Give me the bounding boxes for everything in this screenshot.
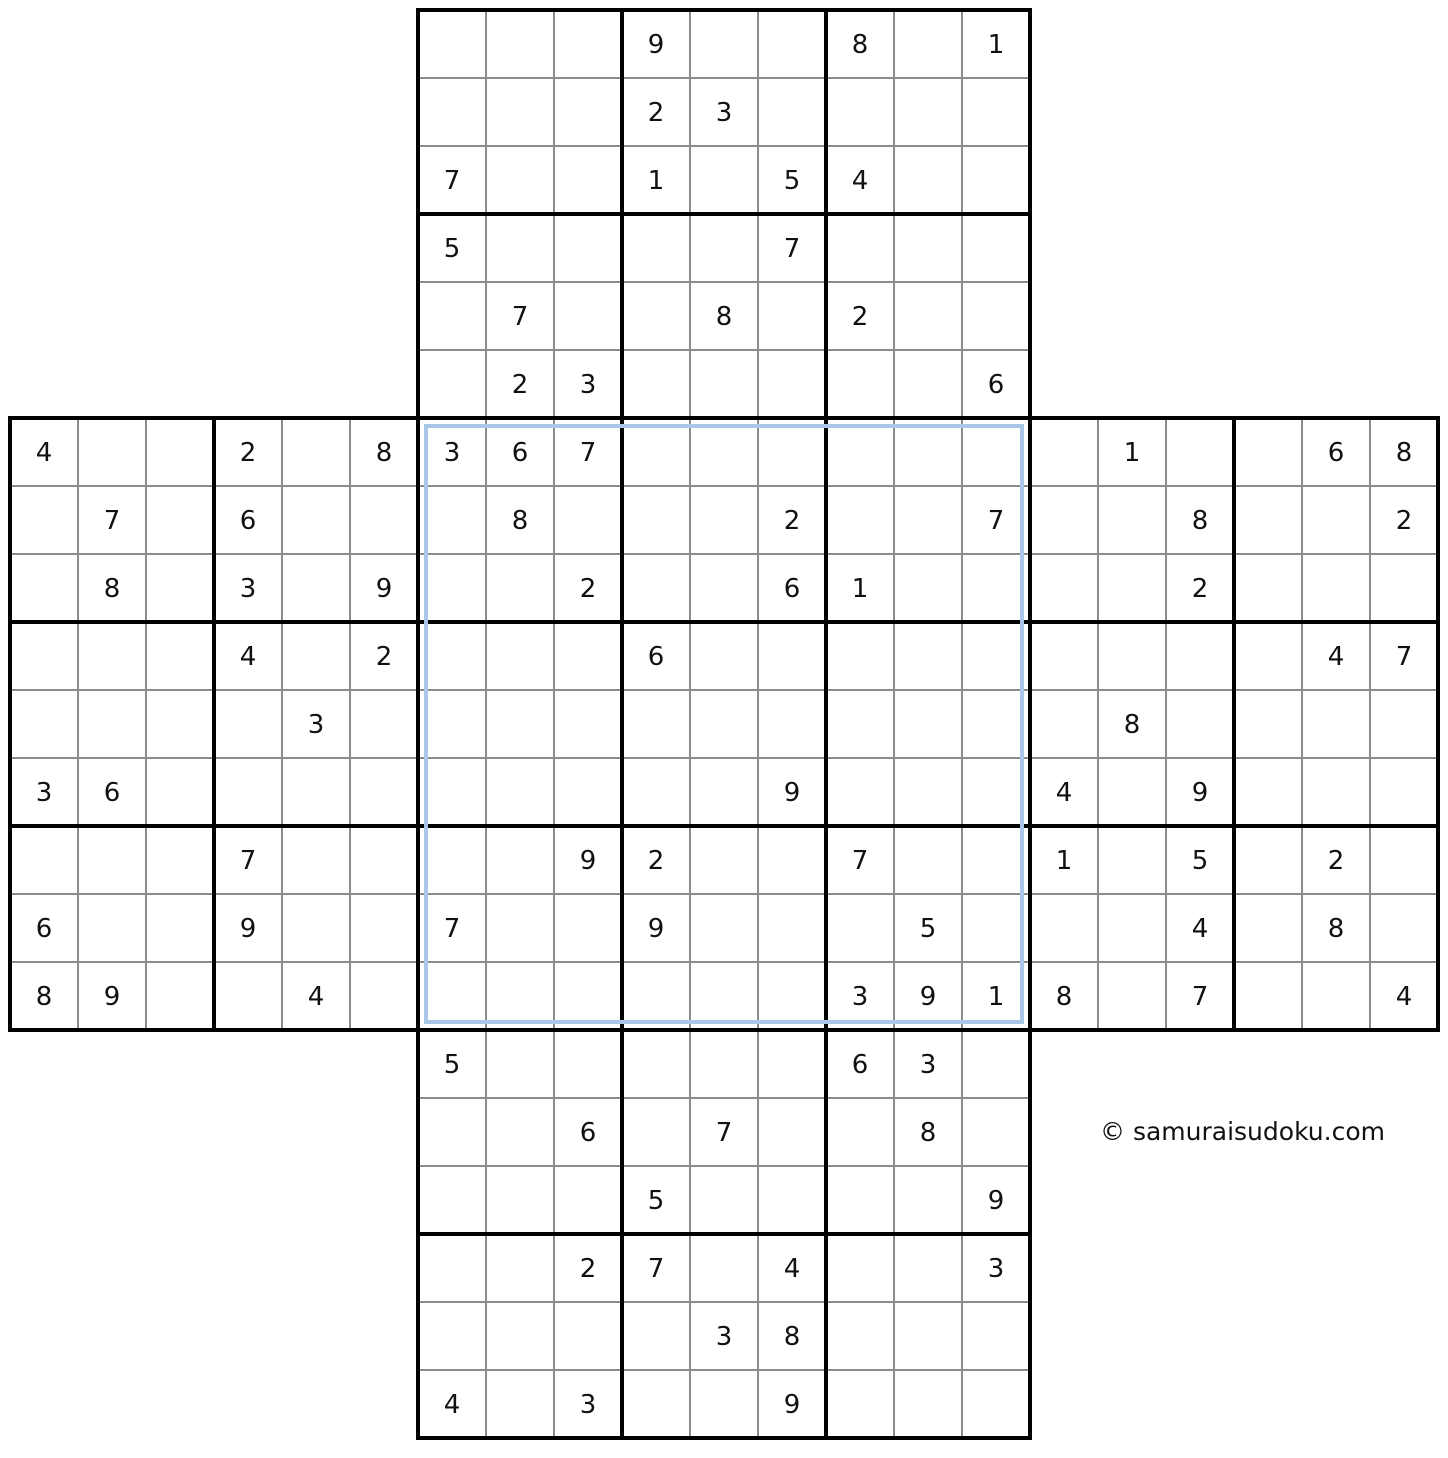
cell[interactable] <box>622 962 690 1030</box>
cell[interactable] <box>10 486 78 554</box>
given-digit: 9 <box>1191 778 1209 808</box>
cell[interactable] <box>214 758 282 826</box>
cell[interactable] <box>894 146 962 214</box>
cell[interactable] <box>282 894 350 962</box>
cell[interactable] <box>282 622 350 690</box>
cell[interactable] <box>486 622 554 690</box>
given-digit: 1 <box>1123 438 1141 468</box>
cell[interactable] <box>554 282 622 350</box>
given-digit: 1 <box>987 30 1005 60</box>
cell[interactable] <box>962 1302 1030 1370</box>
cell[interactable] <box>622 1370 690 1438</box>
given-digit: 8 <box>103 574 121 604</box>
cell[interactable] <box>146 554 214 622</box>
given-digit: 3 <box>715 1322 733 1352</box>
cell[interactable] <box>1370 554 1438 622</box>
given-digit: 9 <box>987 1186 1005 1216</box>
given-digit: 5 <box>783 166 801 196</box>
cell[interactable] <box>758 10 826 78</box>
given-digit: 3 <box>579 1390 597 1420</box>
cell[interactable] <box>962 690 1030 758</box>
cell[interactable] <box>894 1234 962 1302</box>
given-digit: 7 <box>1191 982 1209 1012</box>
cell[interactable] <box>1234 622 1302 690</box>
cell[interactable] <box>894 214 962 282</box>
cell[interactable] <box>282 418 350 486</box>
cell[interactable] <box>962 1030 1030 1098</box>
cell[interactable] <box>486 894 554 962</box>
cell[interactable] <box>418 826 486 894</box>
cell[interactable] <box>690 1234 758 1302</box>
cell[interactable] <box>418 78 486 146</box>
cell[interactable] <box>554 1302 622 1370</box>
given-digit: 9 <box>239 914 257 944</box>
cell[interactable] <box>826 418 894 486</box>
cell[interactable] <box>690 214 758 282</box>
cell[interactable] <box>146 894 214 962</box>
cell[interactable] <box>146 418 214 486</box>
cell[interactable] <box>622 1302 690 1370</box>
cell[interactable] <box>622 418 690 486</box>
cell[interactable] <box>282 554 350 622</box>
cell[interactable] <box>894 1166 962 1234</box>
given-digit: 7 <box>239 846 257 876</box>
given-digit: 3 <box>919 1050 937 1080</box>
given-digit: 6 <box>783 574 801 604</box>
given-digit: 8 <box>1055 982 1073 1012</box>
given-digit: 3 <box>443 438 461 468</box>
cell[interactable] <box>962 78 1030 146</box>
cell[interactable] <box>418 758 486 826</box>
cell[interactable] <box>962 282 1030 350</box>
cell[interactable] <box>1030 622 1098 690</box>
given-digit: 6 <box>35 914 53 944</box>
given-digit: 2 <box>1191 574 1209 604</box>
cell[interactable] <box>78 622 146 690</box>
given-digit: 9 <box>375 574 393 604</box>
given-digit: 7 <box>511 302 529 332</box>
cell-layer <box>10 10 1438 1438</box>
given-digit: 4 <box>443 1390 461 1420</box>
cell[interactable] <box>826 622 894 690</box>
given-digit: 9 <box>919 982 937 1012</box>
given-digit: 7 <box>579 438 597 468</box>
cell[interactable] <box>826 350 894 418</box>
cell[interactable] <box>826 1166 894 1234</box>
cell[interactable] <box>214 690 282 758</box>
cell[interactable] <box>486 690 554 758</box>
cell[interactable] <box>1234 418 1302 486</box>
given-digit: 8 <box>1395 438 1413 468</box>
cell[interactable] <box>1098 486 1166 554</box>
given-digit: 2 <box>511 370 529 400</box>
cell[interactable] <box>690 894 758 962</box>
cell[interactable] <box>962 1370 1030 1438</box>
cell[interactable] <box>690 146 758 214</box>
cell[interactable] <box>622 1098 690 1166</box>
cell[interactable] <box>350 758 418 826</box>
given-digit: 8 <box>1327 914 1345 944</box>
cell[interactable] <box>758 1098 826 1166</box>
cell[interactable] <box>826 1098 894 1166</box>
given-digit: 2 <box>239 438 257 468</box>
given-digit: 3 <box>579 370 597 400</box>
cell[interactable] <box>1098 826 1166 894</box>
cell[interactable] <box>690 1030 758 1098</box>
given-digit: 5 <box>647 1186 665 1216</box>
cell[interactable] <box>1098 758 1166 826</box>
cell[interactable] <box>282 758 350 826</box>
cell[interactable] <box>622 350 690 418</box>
cell[interactable] <box>554 1166 622 1234</box>
cell[interactable] <box>826 1302 894 1370</box>
cell[interactable] <box>486 554 554 622</box>
cell[interactable] <box>418 1098 486 1166</box>
given-digit: 3 <box>35 778 53 808</box>
cell[interactable] <box>10 690 78 758</box>
cell[interactable] <box>1030 418 1098 486</box>
given-digit: 9 <box>647 30 665 60</box>
cell[interactable] <box>622 690 690 758</box>
cell[interactable] <box>486 1166 554 1234</box>
cell[interactable] <box>146 690 214 758</box>
cell[interactable] <box>350 826 418 894</box>
cell[interactable] <box>554 146 622 214</box>
cell[interactable] <box>826 758 894 826</box>
given-digit: 2 <box>783 506 801 536</box>
cell[interactable] <box>758 418 826 486</box>
cell[interactable] <box>554 10 622 78</box>
given-digit: 6 <box>103 778 121 808</box>
cell[interactable] <box>418 1166 486 1234</box>
cell[interactable] <box>554 78 622 146</box>
given-digit: 6 <box>511 438 529 468</box>
cell[interactable] <box>894 1370 962 1438</box>
cell[interactable] <box>418 962 486 1030</box>
given-digit: 8 <box>919 1118 937 1148</box>
cell[interactable] <box>486 1030 554 1098</box>
cell[interactable] <box>826 1370 894 1438</box>
cell[interactable] <box>554 690 622 758</box>
cell[interactable] <box>1302 962 1370 1030</box>
given-digit: 2 <box>579 1254 597 1284</box>
given-digit: 8 <box>375 438 393 468</box>
cell[interactable] <box>486 1370 554 1438</box>
cell[interactable] <box>1234 690 1302 758</box>
cell[interactable] <box>1234 962 1302 1030</box>
cell[interactable] <box>1234 486 1302 554</box>
given-digit: 2 <box>851 302 869 332</box>
cell[interactable] <box>78 826 146 894</box>
cell[interactable] <box>486 214 554 282</box>
cell[interactable] <box>1370 894 1438 962</box>
cell[interactable] <box>622 758 690 826</box>
cell[interactable] <box>690 350 758 418</box>
given-digit: 5 <box>443 234 461 264</box>
cell[interactable] <box>554 894 622 962</box>
given-digit: 7 <box>103 506 121 536</box>
given-digit: 8 <box>1123 710 1141 740</box>
cell[interactable] <box>826 894 894 962</box>
cell[interactable] <box>962 418 1030 486</box>
cell[interactable] <box>418 282 486 350</box>
given-digit: 7 <box>443 914 461 944</box>
cell[interactable] <box>690 622 758 690</box>
cell[interactable] <box>418 554 486 622</box>
given-digit: 9 <box>647 914 665 944</box>
cell[interactable] <box>962 758 1030 826</box>
cell[interactable] <box>418 622 486 690</box>
given-digit: 6 <box>1327 438 1345 468</box>
given-digit: 3 <box>851 982 869 1012</box>
cell[interactable] <box>758 962 826 1030</box>
cell[interactable] <box>418 10 486 78</box>
given-digit: 7 <box>783 234 801 264</box>
cell[interactable] <box>146 758 214 826</box>
cell[interactable] <box>78 418 146 486</box>
cell[interactable] <box>146 486 214 554</box>
given-digit: 3 <box>307 710 325 740</box>
cell[interactable] <box>146 962 214 1030</box>
given-digit: 4 <box>239 642 257 672</box>
given-digit: 8 <box>783 1322 801 1352</box>
cell[interactable] <box>1098 894 1166 962</box>
cell[interactable] <box>826 690 894 758</box>
cell[interactable] <box>486 78 554 146</box>
cell[interactable] <box>826 214 894 282</box>
cell[interactable] <box>1030 486 1098 554</box>
cell[interactable] <box>486 10 554 78</box>
cell[interactable] <box>1234 894 1302 962</box>
cell[interactable] <box>894 622 962 690</box>
cell[interactable] <box>1302 554 1370 622</box>
cell[interactable] <box>622 214 690 282</box>
cell[interactable] <box>758 1030 826 1098</box>
cell[interactable] <box>894 78 962 146</box>
cell[interactable] <box>962 894 1030 962</box>
given-digit: 9 <box>579 846 597 876</box>
cell[interactable] <box>894 282 962 350</box>
given-digit: 2 <box>1327 846 1345 876</box>
given-digit: 6 <box>239 506 257 536</box>
cell[interactable] <box>962 1098 1030 1166</box>
given-digit: 6 <box>987 370 1005 400</box>
cell[interactable] <box>690 826 758 894</box>
cell[interactable] <box>758 78 826 146</box>
cell[interactable] <box>690 758 758 826</box>
cell[interactable] <box>418 350 486 418</box>
cell[interactable] <box>758 826 826 894</box>
cell[interactable] <box>554 622 622 690</box>
given-digit: 6 <box>647 642 665 672</box>
cell[interactable] <box>690 690 758 758</box>
cell[interactable] <box>962 214 1030 282</box>
given-digit: 7 <box>443 166 461 196</box>
cell[interactable] <box>894 418 962 486</box>
cell[interactable] <box>10 826 78 894</box>
cell[interactable] <box>1030 554 1098 622</box>
given-digit: 1 <box>851 574 869 604</box>
given-digit: 2 <box>375 642 393 672</box>
given-digit: 9 <box>783 778 801 808</box>
cell[interactable] <box>1234 826 1302 894</box>
cell[interactable] <box>1098 622 1166 690</box>
cell[interactable] <box>1166 622 1234 690</box>
cell[interactable] <box>758 894 826 962</box>
given-digit: 5 <box>919 914 937 944</box>
cell[interactable] <box>1098 962 1166 1030</box>
given-digit: 6 <box>851 1050 869 1080</box>
cell[interactable] <box>78 690 146 758</box>
cell[interactable] <box>826 486 894 554</box>
given-digit: 7 <box>715 1118 733 1148</box>
given-digit: 4 <box>1055 778 1073 808</box>
given-digit: 8 <box>1191 506 1209 536</box>
cell[interactable] <box>690 10 758 78</box>
given-digit: 4 <box>1327 642 1345 672</box>
cell[interactable] <box>690 1370 758 1438</box>
given-digit: 4 <box>35 438 53 468</box>
cell[interactable] <box>1030 690 1098 758</box>
copyright-credit: © samuraisudoku.com <box>1100 1117 1385 1146</box>
cell[interactable] <box>758 1166 826 1234</box>
cell[interactable] <box>146 622 214 690</box>
cell[interactable] <box>350 962 418 1030</box>
cell[interactable] <box>1302 486 1370 554</box>
cell[interactable] <box>486 146 554 214</box>
cell[interactable] <box>962 146 1030 214</box>
given-digit: 2 <box>647 846 665 876</box>
cell[interactable] <box>418 690 486 758</box>
given-digit: 9 <box>783 1390 801 1420</box>
cell[interactable] <box>554 962 622 1030</box>
cell[interactable] <box>1370 758 1438 826</box>
given-digit: 8 <box>511 506 529 536</box>
cell[interactable] <box>1098 554 1166 622</box>
cell[interactable] <box>486 826 554 894</box>
cell[interactable] <box>894 758 962 826</box>
cell[interactable] <box>1370 826 1438 894</box>
cell[interactable] <box>350 486 418 554</box>
given-digit: 1 <box>1055 846 1073 876</box>
cell[interactable] <box>486 1302 554 1370</box>
given-digit: 7 <box>851 846 869 876</box>
cell[interactable] <box>554 486 622 554</box>
cell[interactable] <box>1166 690 1234 758</box>
cell[interactable] <box>1234 554 1302 622</box>
cell[interactable] <box>962 826 1030 894</box>
cell[interactable] <box>282 826 350 894</box>
cell[interactable] <box>962 622 1030 690</box>
cell[interactable] <box>486 962 554 1030</box>
cell[interactable] <box>418 1234 486 1302</box>
cell[interactable] <box>1302 690 1370 758</box>
given-digit: 6 <box>579 1118 597 1148</box>
cell[interactable] <box>622 282 690 350</box>
cell[interactable] <box>758 690 826 758</box>
cell[interactable] <box>690 1166 758 1234</box>
cell[interactable] <box>214 962 282 1030</box>
given-digit: 5 <box>443 1050 461 1080</box>
given-digit: 4 <box>1191 914 1209 944</box>
cell[interactable] <box>486 1234 554 1302</box>
given-digit: 1 <box>647 166 665 196</box>
cell[interactable] <box>894 486 962 554</box>
cell[interactable] <box>486 758 554 826</box>
given-digit: 4 <box>1395 982 1413 1012</box>
cell[interactable] <box>894 826 962 894</box>
cell[interactable] <box>690 554 758 622</box>
cell[interactable] <box>418 486 486 554</box>
cell[interactable] <box>10 622 78 690</box>
cell[interactable] <box>894 10 962 78</box>
cell[interactable] <box>1302 758 1370 826</box>
cell[interactable] <box>1030 894 1098 962</box>
given-digit: 3 <box>239 574 257 604</box>
cell[interactable] <box>690 962 758 1030</box>
given-digit: 4 <box>851 166 869 196</box>
given-digit: 2 <box>1395 506 1413 536</box>
cell[interactable] <box>758 622 826 690</box>
cell[interactable] <box>282 486 350 554</box>
given-digit: 8 <box>851 30 869 60</box>
given-digit: 3 <box>987 1254 1005 1284</box>
cell[interactable] <box>758 350 826 418</box>
cell[interactable] <box>350 894 418 962</box>
cell[interactable] <box>758 282 826 350</box>
given-digit: 4 <box>783 1254 801 1284</box>
given-digit: 2 <box>647 98 665 128</box>
cell[interactable] <box>554 758 622 826</box>
given-digit: 3 <box>715 98 733 128</box>
cell[interactable] <box>146 826 214 894</box>
given-digit: 5 <box>1191 846 1209 876</box>
given-digit: 7 <box>987 506 1005 536</box>
given-digit: 8 <box>35 982 53 1012</box>
cell[interactable] <box>350 690 418 758</box>
cell[interactable] <box>826 1234 894 1302</box>
cell[interactable] <box>1370 690 1438 758</box>
given-digit: 1 <box>987 982 1005 1012</box>
cell[interactable] <box>622 554 690 622</box>
cell[interactable] <box>418 1302 486 1370</box>
cell[interactable] <box>486 1098 554 1166</box>
cell[interactable] <box>894 554 962 622</box>
cell[interactable] <box>894 690 962 758</box>
given-digit: 9 <box>103 982 121 1012</box>
cell[interactable] <box>690 486 758 554</box>
cell[interactable] <box>962 554 1030 622</box>
given-digit: 2 <box>579 574 597 604</box>
cell[interactable] <box>622 486 690 554</box>
given-digit: 8 <box>715 302 733 332</box>
cell[interactable] <box>1166 418 1234 486</box>
cell[interactable] <box>554 1030 622 1098</box>
cell[interactable] <box>78 894 146 962</box>
cell[interactable] <box>826 78 894 146</box>
cell[interactable] <box>690 418 758 486</box>
given-digit: 7 <box>647 1254 665 1284</box>
cell[interactable] <box>894 1302 962 1370</box>
cell[interactable] <box>10 554 78 622</box>
given-digit: 7 <box>1395 642 1413 672</box>
cell[interactable] <box>1234 758 1302 826</box>
cell[interactable] <box>622 1030 690 1098</box>
cell[interactable] <box>554 214 622 282</box>
given-digit: 4 <box>307 982 325 1012</box>
cell[interactable] <box>894 350 962 418</box>
